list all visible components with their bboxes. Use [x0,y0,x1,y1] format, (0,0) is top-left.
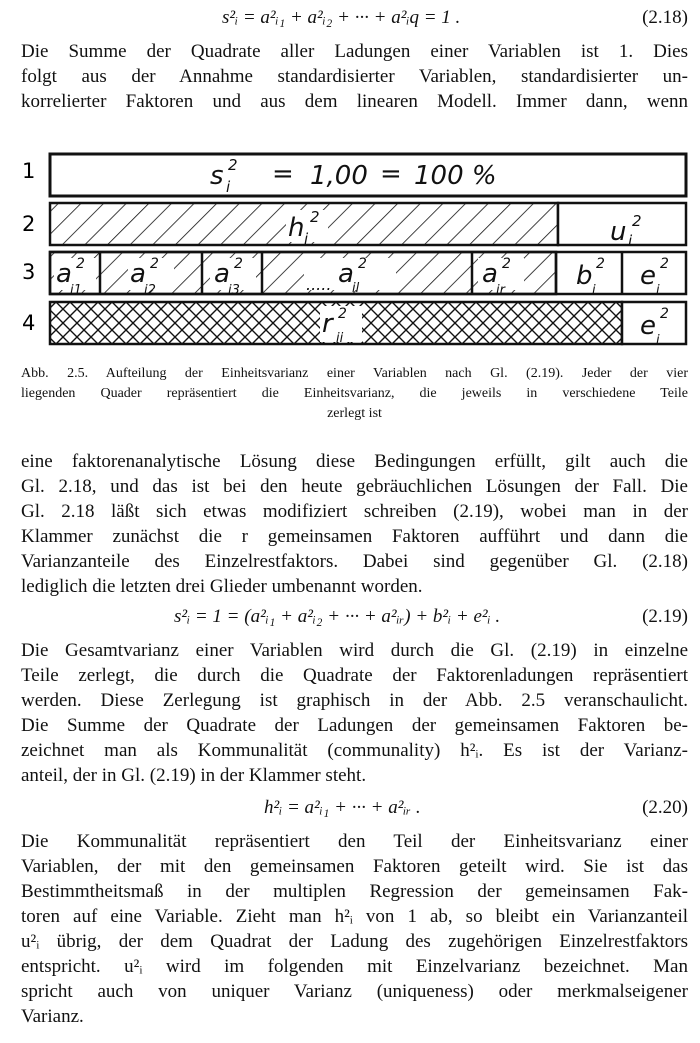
para2-line: lediglich die letzten drei Glieder umbenannt worden. [21,576,423,597]
para3-line: zeichnet man als Kommunalität (communality) h²ᵢ. Es ist der Varianz- [21,740,688,761]
equation-2-18: s²ᵢ = a²ᵢ₁ + a²ᵢ₂ + ··· + a²ᵢq = 1 . [222,7,461,28]
row3-sup: 2 [150,256,159,272]
row3-sub: i3 [228,283,240,298]
equation-number-2-20: (2.20) [642,797,688,818]
row-label: 1 [22,159,36,183]
figure-caption-line: liegenden Quader repräsentiert die Einheitsvarianz, die jeweils in verschiedene Teile [21,386,688,401]
row2-u-sub: i [628,232,633,250]
equation-number-2-19: (2.19) [642,606,688,627]
row3-sub: i1 [70,283,82,298]
row4-e-sup: 2 [660,306,669,322]
row2-u-sup: 2 [632,212,642,230]
equation-2-19: s²ᵢ = 1 = (a²ᵢ₁ + a²ᵢ₂ + ··· + a²ᵢᵣ) + b²ᵢ + e²ᵢ . [174,606,501,627]
row3-sup: 2 [596,256,605,272]
row3-sub: i2 [144,283,156,298]
row2-h-sub: i [304,230,309,248]
row3-a-il: a [338,259,354,289]
row1-equals: = [272,159,294,189]
row3-e-i: e [640,261,656,291]
para3-line: werden. Diese Zerlegung ist graphisch in der Abb. 2.5 veranschaulicht. [21,690,688,711]
row3-sup: 2 [660,256,669,272]
figure-caption-line: Abb. 2.5. Aufteilung der Einheitsvarianz einer Variablen nach Gl. (2.19). Jeder der vier [21,366,688,381]
row4-e-sub: i [656,333,660,348]
para2-line: Gl. 2.18, und das ist bei den heute gebräuchlichen Lösungen der Fall. Die [21,476,688,497]
para2-line: Gl. 2.18 läßt sich etwas modifiziert schreiben (2.19), wobei man in der [21,501,688,522]
row3-sup: 2 [502,256,511,272]
para3-line: Die Gesamtvarianz einer Variablen wird durch die Gl. (2.19) in einzelne [21,640,688,661]
row3-sup: 2 [76,256,85,272]
para4-line: u²ᵢ übrig, der dem Quadrat der Ladung des zugehörigen Einzelrestfaktors [21,931,688,952]
para3-line: Teile zerlegt, die durch die Quadrate der Faktorenladungen repräsentiert [21,665,688,686]
para3-line: anteil, der in Gl. (2.19) in der Klammer steht. [21,765,367,786]
row1-s-sub: i [226,178,231,196]
row4-e: e [640,311,656,341]
para4-line: Bestimmtheitsmaß in der multiplen Regression der gemeinsamen Fak- [21,881,688,902]
row3-sub: ir [496,283,505,298]
para2-line: Varianzanteile des Einzelrestfaktors. Dabei sind gegenüber Gl. (2.18) [21,551,688,572]
para2-line: eine faktorenanalytische Lösung diese Bedingungen erfüllt, gilt auch die [21,451,688,472]
para1-line: korrelierter Faktoren und aus dem linearen Modell. Immer dann, wenn [21,91,688,112]
para1-line: folgt aus der Annahme standardisierter Variablen, standardisierter un- [21,66,688,87]
para4-line: entspricht. u²ᵢ wird im folgenden mit Einzelvarianz bezeichnet. Man [21,956,688,977]
para1-line: Die Summe der Quadrate aller Ladungen einer Variablen ist 1. Dies [21,41,688,62]
row4-r: r [322,309,333,339]
row1-box [50,154,686,196]
row3-dots: ..... [306,275,332,294]
row3-sub: i [656,283,660,298]
row2-h: h [288,213,305,243]
row3-a-i2: a [130,259,146,289]
row-label: 3 [22,260,36,284]
para4-line: Varianz. [21,1006,84,1027]
row4-r-sub: ii [336,331,344,346]
row-label: 2 [22,212,36,236]
row1-equals: = [380,159,402,189]
row3-a-i1: a [56,259,72,289]
row3-sub: il [352,281,360,296]
equation-2-20: h²ᵢ = a²ᵢ₁ + ··· + a²ᵢᵣ . [264,797,421,818]
row3-b-i: b [576,261,593,291]
row1-s-sup: 2 [228,156,238,174]
row-label: 4 [22,311,36,335]
para3-line: Die Summe der Quadrate der Ladungen der gemeinsamen Faktoren be- [21,715,688,736]
para4-line: Die Kommunalität repräsentiert den Teil der Einheitsvarianz einer [21,831,688,852]
row3-sup: 2 [358,256,367,272]
row1-s: s [210,161,224,191]
row1-percent: 100 % [414,161,497,191]
row1-value: 1,00 [310,161,368,191]
row3-sup: 2 [234,256,243,272]
equation-number-2-18: (2.18) [642,7,688,28]
para4-line: toren auf eine Variable. Zieht man h²ᵢ von 1 ab, so bleibt ein Varianzanteil [21,906,688,927]
row3-a-ir: a [482,259,498,289]
row4-r-sup: 2 [338,306,347,322]
row3-sub: i [592,283,596,298]
row2-h-sup: 2 [310,208,320,226]
row3-a-i3: a [214,259,230,289]
para4-line: Variablen, der mit den gemeinsamen Faktoren geteilt wird. Sie ist das [21,856,688,877]
para2-line: Klammer zunächst die r gemeinsamen Faktoren aufführt und dann die [21,526,688,547]
para4-line: spricht auch von uniquer Varianz (uniqueness) oder merkmalseigener [21,981,688,1002]
variance-partition-figure [0,148,700,358]
row2-u: u [610,217,627,247]
figure-caption-line: zerlegt ist [327,406,382,421]
